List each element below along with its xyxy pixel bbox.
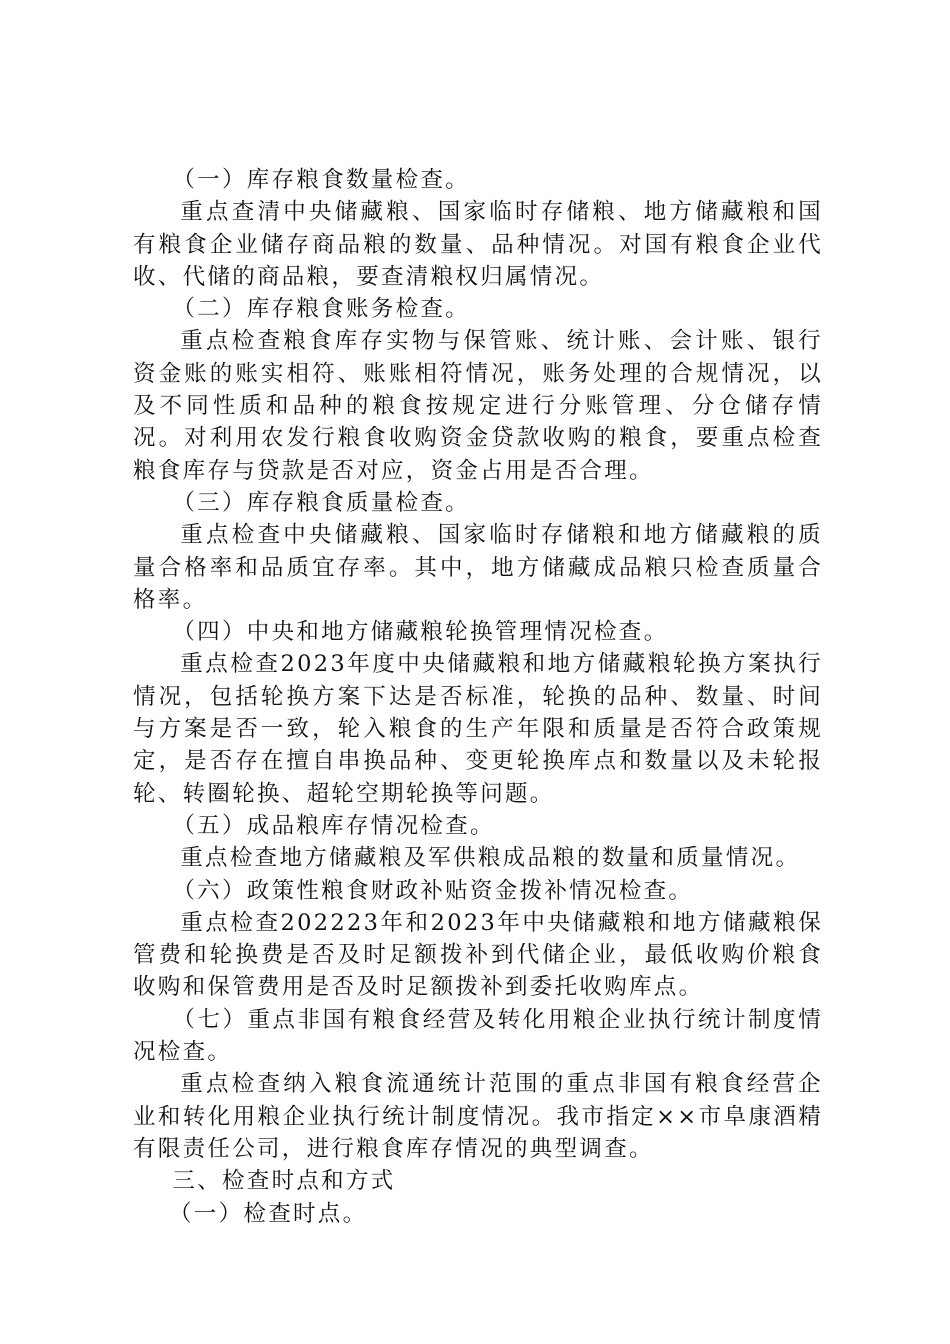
body-paragraph-5: 重点检查地方储藏粮及军供粮成品粮的数量和质量情况。 (180, 845, 801, 872)
body-paragraph-7: 重点检查纳入粮食流通统计范围的重点非国有粮食经营企业和转化用粮企业执行统计制度情况。我市指定××市阜康酒精有限责任公司，进行粮食库存情况的典型调查。 (133, 1071, 823, 1162)
section-heading-3: （三）库存粮食质量检查。 (172, 489, 470, 516)
section-heading-2: （二）库存粮食账务检查。 (172, 296, 470, 323)
section-heading-6: （六）政策性粮食财政补贴资金拨补情况检查。 (172, 877, 694, 904)
body-paragraph-4: 重点检查2023年度中央储藏粮和地方储藏粮轮换方案执行情况，包括轮换方案下达是否标准，轮换的品种、数量、时间与方案是否一致，轮入粮食的生产年限和质量是否符合政策规定，是否存在擅自串换品种、变更轮换库点和数量以及未轮报轮、转圈轮换、超轮空期轮换等问题。 (133, 651, 823, 807)
body-paragraph-1: 重点查清中央储藏粮、国家临时存储粮、地方储藏粮和国有粮食企业储存商品粮的数量、品种情况。对国有粮食企业代收、代储的商品粮，要查清粮权归属情况。 (133, 199, 823, 290)
section-heading-4: （四）中央和地方储藏粮轮换管理情况检查。 (172, 619, 669, 646)
body-paragraph-2: 重点检查粮食库存实物与保管账、统计账、会计账、银行资金账的账实相符、账账相符情况，账务处理的合规情况，以及不同性质和品种的粮食按规定进行分账管理、分仓储存情况。对利用农发行粮食收购资金贷款收购的粮食，要重点检查粮食库存与贷款是否对应，资金占用是否合理。 (133, 328, 823, 484)
section-heading-1: （一）库存粮食数量检查。 (172, 167, 470, 193)
chapter-heading-3: 三、检查时点和方式 (172, 1168, 396, 1195)
subsection-heading-check-time: （一）检查时点。 (169, 1200, 368, 1227)
document-body (133, 164, 823, 1230)
body-paragraph-3: 重点检查中央储藏粮、国家临时存储粮和地方储藏粮的质量合格率和品质宜存率。其中，地方储藏成品粮只检查质量合格率。 (133, 522, 823, 613)
body-paragraph-6: 重点检查202223年和2023年中央储藏粮和地方储藏粮保管费和轮换费是否及时足额拨补到代储企业，最低收购价粮食收购和保管费用是否及时足额拨补到委托收购库点。 (133, 909, 823, 1001)
section-heading-7: （七）重点非国有粮食经营及转化用粮企业执行统计制度情况检查。 (133, 1006, 823, 1066)
section-heading-5: （五）成品粮库存情况检查。 (172, 812, 495, 839)
